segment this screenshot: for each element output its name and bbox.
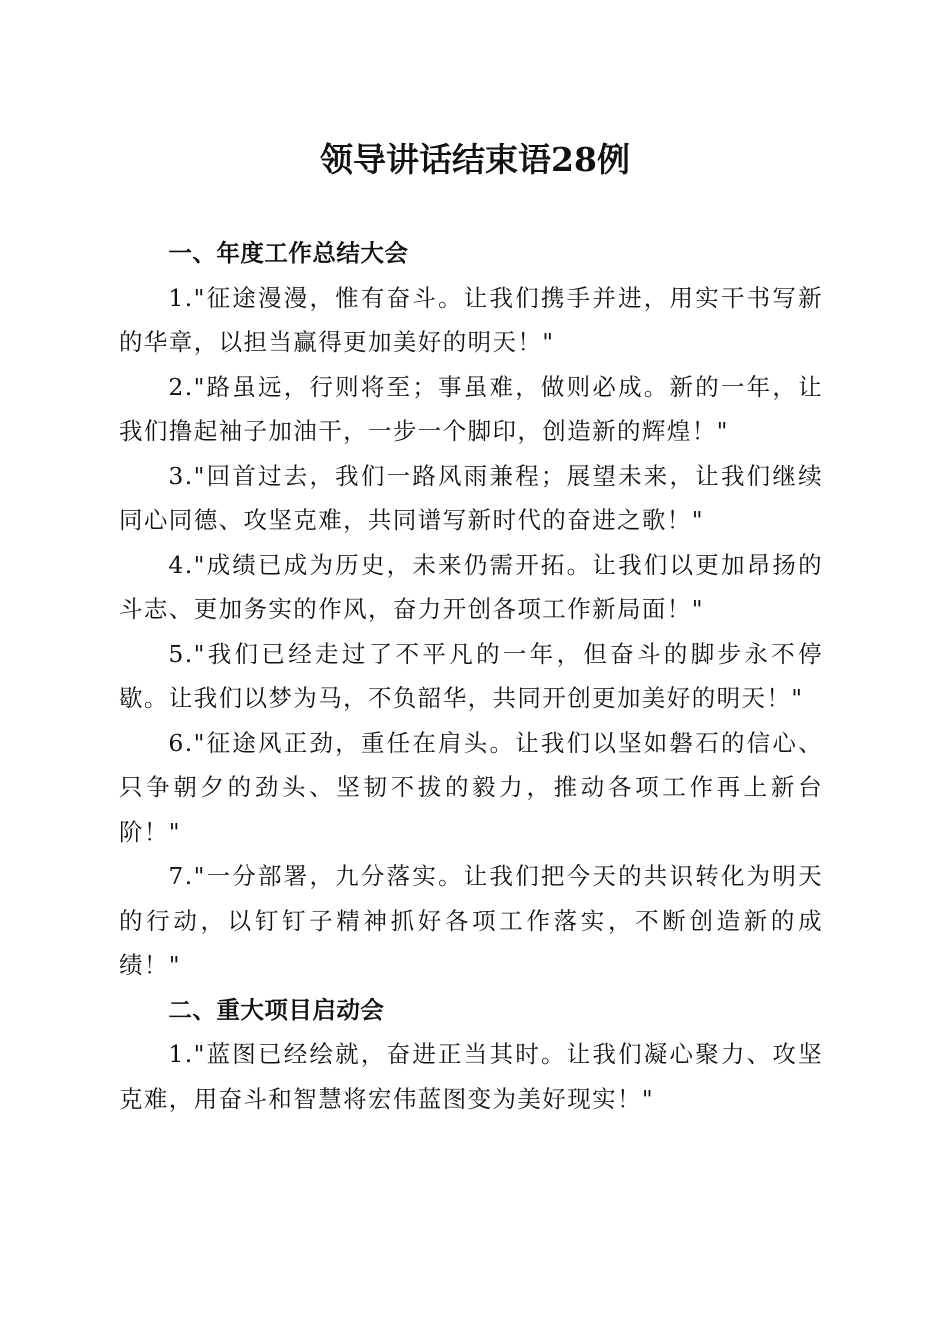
paragraph: 5."我们已经走过了不平凡的一年，但奋斗的脚步永不停歇。让我们以梦为马，不负韶华，共同开创更加美好的明天！" [119,639,823,712]
document-title: 领导讲话结束语28例 [320,140,630,179]
paragraph: 3."回首过去，我们一路风雨兼程；展望未来，让我们继续同心同德、攻坚克难，共同谱写新时代的奋进之歌！" [119,461,823,534]
paragraph: 1."征途漫漫，惟有奋斗。让我们携手并进，用实干书写新的华章，以担当赢得更加美好的明天！" [119,283,823,356]
paragraph: 2."路虽远，行则将至；事虽难，做则必成。新的一年，让我们撸起袖子加油干，一步一个脚印，创造新的辉煌！" [119,372,823,445]
paragraph: 1."蓝图已经绘就，奋进正当其时。让我们凝心聚力、攻坚克难，用奋斗和智慧将宏伟蓝图变为美好现实！" [119,1040,823,1113]
paragraph: 7."一分部署，九分落实。让我们把今天的共识转化为明天的行动，以钉钉子精神抓好各项工作落实，不断创造新的成绩！" [119,862,823,979]
section-heading: 二、重大项目启动会 [168,995,385,1024]
document-body [119,231,823,1121]
paragraph: 6."征途风正劲，重任在肩头。让我们以坚如磐石的信心、只争朝夕的劲头、坚韧不拔的毅力，推动各项工作再上新台阶！" [119,728,823,846]
paragraph: 4."成绩已成为历史，未来仍需开拓。让我们以更加昂扬的斗志、更加务实的作风，奋力开创各项工作新局面！" [119,550,823,623]
section-heading: 一、年度工作总结大会 [168,239,409,267]
